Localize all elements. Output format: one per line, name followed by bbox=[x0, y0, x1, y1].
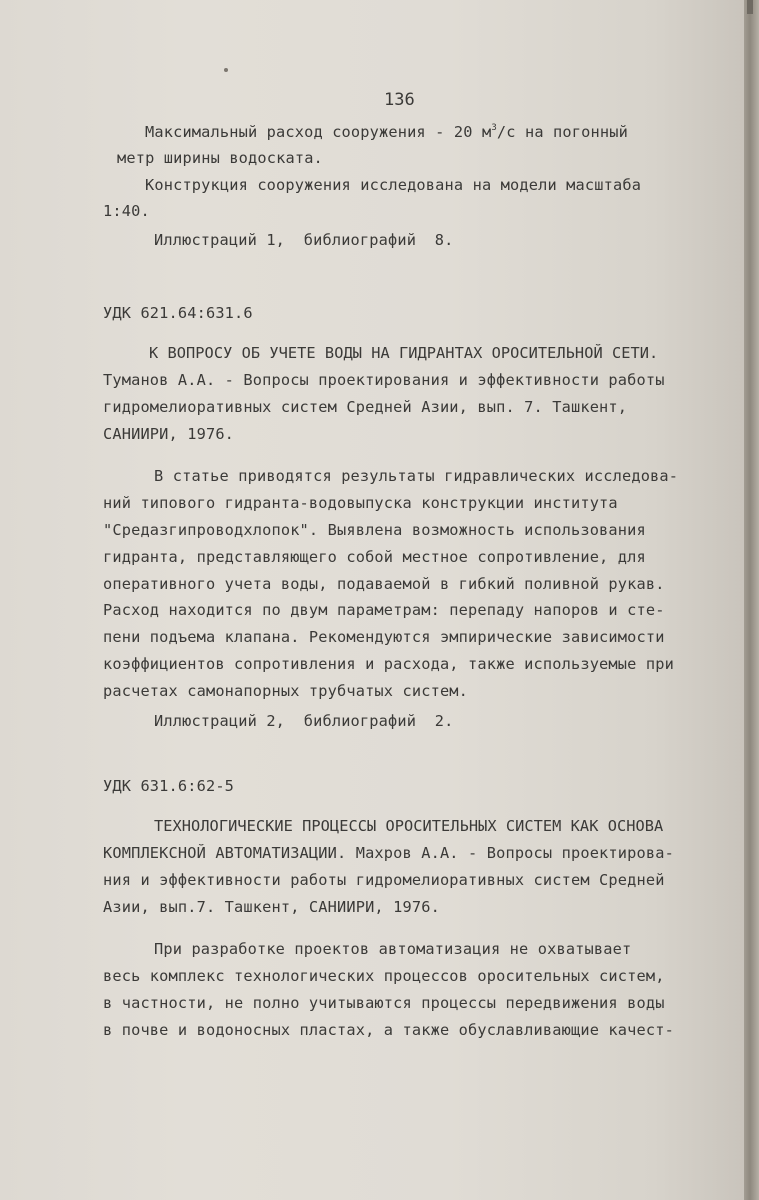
udk-code: УДК 631.6:62-5 bbox=[103, 777, 235, 795]
citation-line: Азии, вып.7. Ташкент, САНИИРИ, 1976. bbox=[103, 898, 440, 916]
abstract-line: в частности, не полно учитываются процессы передвижения воды bbox=[103, 994, 665, 1012]
abstract-line: гидранта, представляющего собой местное сопротивление, для bbox=[103, 548, 646, 566]
abstract-line: "Средазгипроводхлопок". Выявлена возможность использования bbox=[103, 521, 646, 539]
illustrations-count: Иллюстраций 2, библиографий 2. bbox=[154, 712, 454, 730]
abstract-line: ний типового гидранта-водовыпуска конструкции института bbox=[103, 494, 618, 512]
udk-code: УДК 621.64:631.6 bbox=[103, 304, 253, 322]
abstract-line: пени подъема клапана. Рекомендуются эмпирические зависимости bbox=[103, 628, 665, 646]
abstract-line: весь комплекс технологических процессов оросительных систем, bbox=[103, 967, 665, 985]
abstract-line: расчетах самонапорных трубчатых систем. bbox=[103, 682, 469, 700]
text-line: метр ширины водоската. bbox=[117, 149, 323, 167]
entry-title-line: ТЕХНОЛОГИЧЕСКИЕ ПРОЦЕССЫ ОРОСИТЕЛЬНЫХ СИСТЕМ КАК ОСНОВА bbox=[154, 817, 664, 835]
abstract-line: В статье приводятся результаты гидравлических исследова- bbox=[154, 467, 679, 485]
ink-dot bbox=[224, 68, 228, 72]
abstract-line: коэффициентов сопротивления и расхода, также используемые при bbox=[103, 655, 674, 673]
citation-line: Туманов А.А. - Вопросы проектирования и эффективности работы bbox=[103, 371, 665, 389]
citation-line: гидромелиоративных систем Средней Азии, вып. 7. Ташкент, bbox=[103, 398, 628, 416]
abstract-line: в почве и водоносных пластах, а также обуславливающие качест- bbox=[103, 1021, 674, 1039]
text-line: Конструкция сооружения исследована на модели масштаба bbox=[145, 176, 642, 194]
citation-line: ния и эффективности работы гидромелиоративных систем Средней bbox=[103, 871, 665, 889]
citation-line: КОМПЛЕКСНОЙ АВТОМАТИЗАЦИИ. Махров А.А. - Вопросы проектирова- bbox=[103, 844, 674, 862]
abstract-line: При разработке проектов автоматизация не охватывает bbox=[154, 940, 632, 958]
citation-line: САНИИРИ, 1976. bbox=[103, 425, 235, 443]
corner-mark bbox=[747, 0, 753, 14]
page-number: 136 bbox=[384, 90, 415, 110]
illustrations-count: Иллюстраций 1, библиографий 8. bbox=[154, 231, 454, 249]
text-line: Максимальный расход сооружения - 20 $м^3/с$ на погонный bbox=[145, 123, 628, 141]
page-edge bbox=[744, 0, 759, 1200]
superscript: 3 bbox=[491, 123, 497, 133]
abstract-line: Расход находится по двум параметрам: перепаду напоров и сте- bbox=[103, 601, 665, 619]
text-line: 1:40. bbox=[103, 202, 150, 220]
abstract-line: оперативного учета воды, подаваемой в гибкий поливной рукав. bbox=[103, 575, 665, 593]
entry-title-line: К ВОПРОСУ ОБ УЧЕТЕ ВОДЫ НА ГИДРАНТАХ ОРОСИТЕЛЬНОЙ СЕТИ. bbox=[149, 344, 659, 362]
